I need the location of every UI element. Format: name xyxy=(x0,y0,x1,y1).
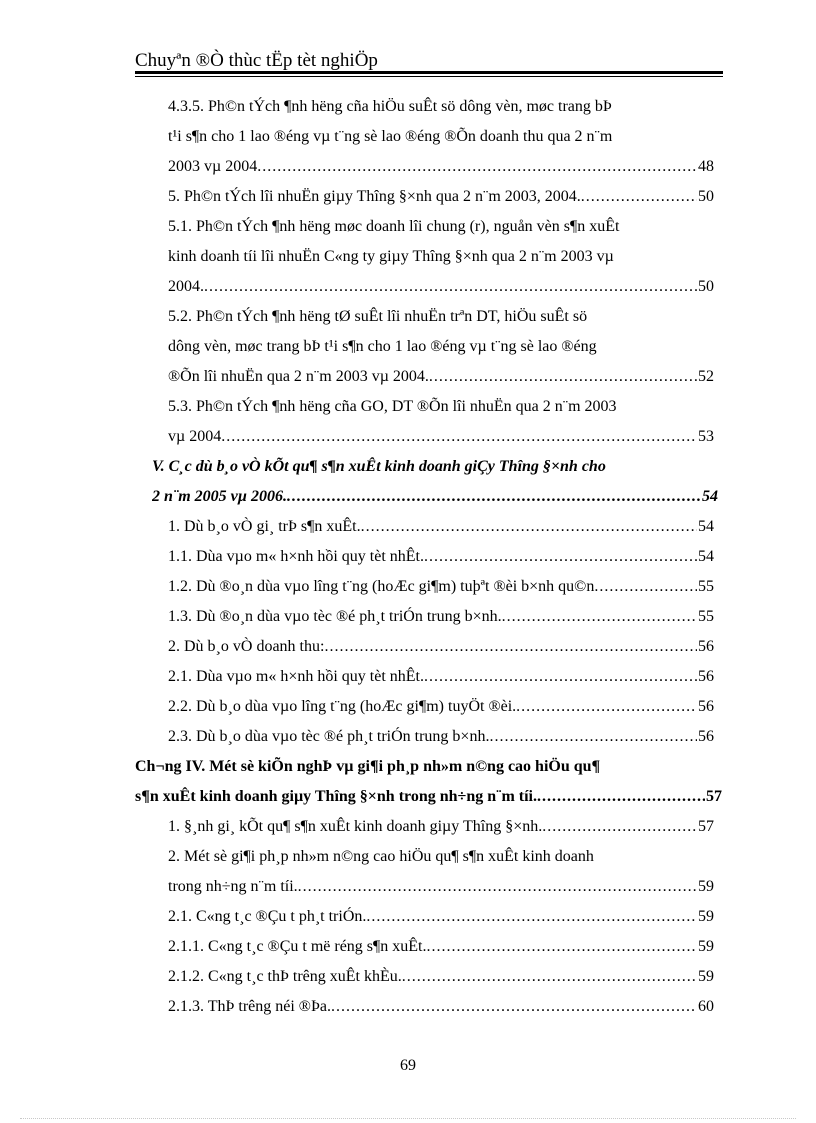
toc-line xyxy=(168,572,714,602)
toc-text: V. C¸c dù b¸o vÒ kÕt qu¶ s¶n xuÊt kinh doanh giÇy Thîng §×nh cho xyxy=(152,458,606,475)
toc-page: 55 xyxy=(698,578,714,595)
toc-line xyxy=(168,542,714,572)
toc-leader xyxy=(489,722,697,752)
toc-section-heading xyxy=(152,482,718,512)
toc-leader xyxy=(427,932,698,962)
toc-chapter-heading xyxy=(135,782,722,812)
toc-leader xyxy=(298,872,697,902)
toc-leader xyxy=(502,602,697,632)
toc-text: 2 n¨m 2005 vµ 2006. xyxy=(152,488,287,505)
toc-text: Ch¬ng IV. Mét sè kiÕn nghÞ vµ gi¶i ph¸p nh»m n©ng cao hiÖu qu¶ xyxy=(135,758,601,775)
toc-leader xyxy=(581,182,697,212)
toc-line xyxy=(168,272,714,302)
toc-leader xyxy=(361,512,697,542)
toc-line xyxy=(168,122,714,152)
toc-text: vµ 2004 xyxy=(168,428,222,445)
toc-page: 50 xyxy=(698,188,714,205)
toc-text: 5.1. Ph©n tÝch ¶nh hëng møc doanh lîi chung (r), nguån vèn s¶n xuÊt xyxy=(168,218,620,235)
toc-leader xyxy=(331,992,697,1022)
toc-page: 54 xyxy=(702,488,718,505)
toc-page: 59 xyxy=(698,878,714,895)
header-rule-thick xyxy=(135,71,723,74)
toc-page: 48 xyxy=(698,158,714,175)
toc-page: 52 xyxy=(698,368,714,385)
toc-chapter-heading xyxy=(135,752,718,782)
toc-page: 54 xyxy=(698,548,714,565)
toc-line xyxy=(168,722,714,752)
toc-text: 5.2. Ph©n tÝch ¶nh hëng tØ suÊt lîi nhuËn trªn DT, hiÖu suÊt sö xyxy=(168,308,588,325)
toc-line xyxy=(168,242,714,272)
toc-text: 1.1. Dùa vµo m« h×nh hồi quy tèt nhÊt. xyxy=(168,548,424,565)
toc-line xyxy=(168,662,714,692)
toc-section-heading xyxy=(152,452,714,482)
toc-text: 2.1. Dùa vµo m« h×nh hồi quy tèt nhÊt. xyxy=(168,668,424,685)
toc-line xyxy=(168,992,714,1022)
toc-line xyxy=(168,302,714,332)
toc-text: 1. Dù b¸o vÒ gi¸ trÞ s¶n xuÊt. xyxy=(168,518,361,535)
toc-line xyxy=(168,92,714,122)
toc-text: 2. Dù b¸o vÒ doanh thu: xyxy=(168,638,325,655)
toc-text: 2. Mét sè gi¶i ph¸p nh»m n©ng cao hiÖu qu¶ s¶n xuÊt kinh doanh xyxy=(168,848,594,865)
toc-text: kinh doanh tíi lîi nhuËn C«ng ty giµy Thîng §×nh qua 2 n¨m 2003 vµ xyxy=(168,248,614,265)
toc-line xyxy=(168,512,714,542)
toc-text: 2004. xyxy=(168,278,204,295)
toc-text: 2003 vµ 2004 xyxy=(168,158,258,175)
toc-page: 54 xyxy=(698,518,714,535)
toc-leader xyxy=(594,572,697,602)
toc-text: 1.3. Dù ®o¸n dùa vµo tèc ®é ph¸t triÓn trung b×nh. xyxy=(168,608,502,625)
toc-text: 5. Ph©n tÝch lîi nhuËn giµy Thîng §×nh qua 2 n¨m 2003, 2004. xyxy=(168,188,581,205)
toc-page: 56 xyxy=(698,668,714,685)
toc-page: 50 xyxy=(698,278,714,295)
toc-text: 5.3. Ph©n tÝch ¶nh hëng cña GO, DT ®Õn lîi nhuËn qua 2 n¨m 2003 xyxy=(168,398,617,415)
toc-leader xyxy=(424,662,697,692)
toc-text: 4.3.5. Ph©n tÝch ¶nh hëng cña hiÖu suÊt sö dông vèn, møc trang bÞ xyxy=(168,98,612,115)
toc-leader xyxy=(424,542,697,572)
toc-text: t¹i s¶n cho 1 lao ®éng vµ t¨ng sè lao ®éng ®Õn doanh thu qua 2 n¨m xyxy=(168,128,613,145)
toc-leader xyxy=(537,782,705,812)
toc-page: 57 xyxy=(706,788,722,805)
toc-leader xyxy=(402,962,697,992)
toc-line xyxy=(168,872,714,902)
toc-leader xyxy=(516,692,697,722)
toc-leader xyxy=(287,482,701,512)
toc-page: 53 xyxy=(698,428,714,445)
toc-page: 59 xyxy=(698,908,714,925)
header-rule-thin xyxy=(135,76,723,77)
toc-text: 2.1.2. C«ng t¸c thÞ trêng xuÊt khÈu. xyxy=(168,968,402,985)
toc-line xyxy=(168,362,714,392)
toc-line xyxy=(168,902,714,932)
toc-text: 2.1.1. C«ng t¸c ®Çu t më réng s¶n xuÊt. xyxy=(168,938,427,955)
toc-leader xyxy=(429,362,697,392)
toc-text: trong nh÷ng n¨m tíi. xyxy=(168,878,298,895)
toc-line xyxy=(168,692,714,722)
toc-leader xyxy=(324,632,697,662)
toc-line xyxy=(168,842,714,872)
toc-page: 56 xyxy=(698,698,714,715)
toc-line xyxy=(168,962,714,992)
toc-leader xyxy=(257,152,697,182)
toc-page: 56 xyxy=(698,638,714,655)
toc-page: 55 xyxy=(698,608,714,625)
toc-text: 2.2. Dù b¸o dùa vµo lîng t¨ng (hoÆc gi¶m) tuyÖt ®èi. xyxy=(168,698,517,715)
page-number: 69 xyxy=(400,1057,416,1074)
toc-line xyxy=(168,212,714,242)
toc-line xyxy=(168,932,714,962)
toc-leader xyxy=(542,812,697,842)
toc-text: ®Õn lîi nhuËn qua 2 n¨m 2003 vµ 2004. xyxy=(168,368,429,385)
toc-page: 60 xyxy=(698,998,714,1015)
toc-line xyxy=(168,392,714,422)
toc-text: s¶n xuÊt kinh doanh giµy Thîng §×nh trong nh÷ng n¨m tíi. xyxy=(135,788,537,805)
toc-leader xyxy=(204,272,697,302)
footer-dotted-rule xyxy=(20,1118,796,1120)
toc-line xyxy=(168,632,714,662)
toc-line xyxy=(168,422,714,452)
toc-text: 2.1. C«ng t¸c ®Çu t ph¸t triÓn. xyxy=(168,908,367,925)
toc-line xyxy=(168,602,714,632)
toc-page: 59 xyxy=(698,938,714,955)
toc-text: 2.3. Dù b¸o dùa vµo tèc ®é ph¸t triÓn trung b×nh. xyxy=(168,728,490,745)
page-header-title: Chuyªn ®Ò thùc tËp tèt nghiÖp xyxy=(135,50,378,71)
toc-page: 56 xyxy=(698,728,714,745)
toc-line xyxy=(168,332,714,362)
toc-text: 1.2. Dù ®o¸n dùa vµo lîng t¨ng (hoÆc gi¶m) tuþªt ®èi b×nh qu©n xyxy=(168,578,595,595)
toc-page: 57 xyxy=(698,818,714,835)
toc-text: 2.1.3. ThÞ trêng néi ®Þa. xyxy=(168,998,331,1015)
toc-text: dông vèn, møc trang bÞ t¹i s¶n cho 1 lao ®éng vµ t¨ng sè lao ®éng xyxy=(168,338,597,355)
toc-line xyxy=(168,182,714,212)
toc-leader xyxy=(221,422,697,452)
toc-line xyxy=(168,152,714,182)
toc-leader xyxy=(366,902,697,932)
toc-page: 59 xyxy=(698,968,714,985)
toc-text: 1. §¸nh gi¸ kÕt qu¶ s¶n xuÊt kinh doanh giµy Thîng §×nh. xyxy=(168,818,543,835)
toc-line xyxy=(168,812,714,842)
